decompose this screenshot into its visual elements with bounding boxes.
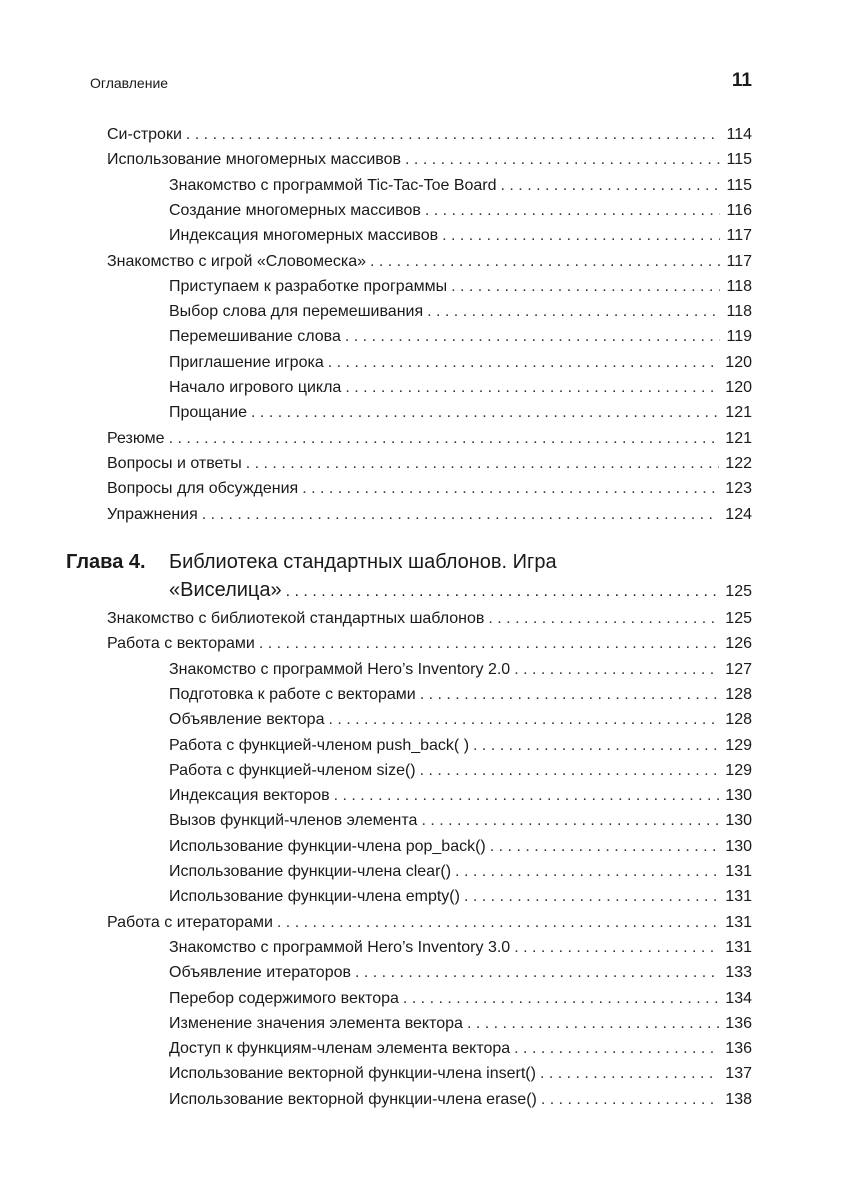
toc-entry-page: 116 xyxy=(726,201,752,219)
dot-leader xyxy=(169,427,720,451)
toc-entry[interactable] xyxy=(169,325,752,349)
toc-entry-page: 121 xyxy=(725,429,752,447)
toc-entry-page: 118 xyxy=(726,303,752,321)
dot-leader xyxy=(541,1088,719,1112)
toc-entry-title: Доступ к функциям-членам элемента вектора xyxy=(169,1040,511,1058)
dot-leader xyxy=(202,503,720,527)
toc-entry-title: Работа с векторами xyxy=(107,635,255,653)
toc-entry-title: Вопросы для обсуждения xyxy=(107,480,299,498)
toc-entry[interactable] xyxy=(169,401,752,425)
dot-leader xyxy=(420,683,720,707)
chapter-label: Глава 4. xyxy=(66,551,146,573)
toc-entry[interactable] xyxy=(107,452,752,476)
toc-entry-title: Использование функции-члена clear() xyxy=(169,863,452,880)
toc-entry[interactable] xyxy=(107,250,752,274)
toc-entry[interactable] xyxy=(107,632,752,656)
toc-entry[interactable] xyxy=(169,936,752,960)
toc-entry[interactable] xyxy=(169,658,752,682)
dot-leader xyxy=(420,759,720,783)
toc-entry-title: Вопросы и ответы xyxy=(107,454,242,472)
dot-leader xyxy=(488,607,719,631)
toc-entry-page: 125 xyxy=(725,610,752,627)
toc-entry-title: Упражнения xyxy=(107,505,198,523)
toc-entry-title: Знакомство с игрой «Словомеска» xyxy=(107,252,366,270)
toc-entry-page: 128 xyxy=(725,685,752,703)
toc-entry-title: Знакомство с программой Tic-Tac-Toe Board xyxy=(169,176,497,194)
toc-entry[interactable] xyxy=(169,1062,752,1086)
dot-leader xyxy=(455,860,719,884)
toc-entry[interactable] xyxy=(169,708,752,732)
toc-entry[interactable] xyxy=(169,351,752,375)
page-header xyxy=(90,70,752,96)
dot-leader xyxy=(490,835,720,859)
toc-entry-title: Работа с функцией-членом size() xyxy=(169,761,416,779)
toc-entry[interactable] xyxy=(169,835,752,859)
toc-entry[interactable] xyxy=(169,224,752,248)
dot-leader xyxy=(370,250,720,274)
chapter-page: 125 xyxy=(725,583,752,600)
toc-entry-page: 124 xyxy=(725,505,752,523)
toc-entry-page: 129 xyxy=(725,761,752,779)
toc-entry-page: 115 xyxy=(726,151,752,169)
toc-entry-title: Резюме xyxy=(107,429,165,447)
toc-entry-title: Подготовка к работе с векторами xyxy=(169,685,416,703)
page-number: 11 xyxy=(731,70,752,91)
toc-entry-title: Знакомство с библиотекой стандартных шаблонов xyxy=(107,610,485,627)
toc-entry[interactable] xyxy=(169,1088,752,1112)
toc-entry[interactable] xyxy=(169,683,752,707)
toc-entry-page: 115 xyxy=(726,176,752,194)
toc-entry-page: 138 xyxy=(725,1090,752,1108)
toc-entry-title: Создание многомерных массивов xyxy=(169,201,421,219)
dot-leader xyxy=(501,174,721,198)
dot-leader xyxy=(186,123,721,147)
toc-entry-page: 128 xyxy=(725,711,752,729)
dot-leader xyxy=(345,325,721,349)
toc-entry-page: 123 xyxy=(725,480,752,498)
toc-entry[interactable] xyxy=(169,199,752,223)
toc-entry-page: 130 xyxy=(725,837,752,855)
toc-entry-page: 131 xyxy=(725,938,752,956)
toc-entry[interactable] xyxy=(169,300,752,324)
toc-entry-title: Вызов функций-членов элемента xyxy=(169,812,418,830)
dot-leader xyxy=(514,1037,719,1061)
toc-entry-page: 120 xyxy=(725,353,752,371)
toc-entry[interactable] xyxy=(169,734,752,758)
dot-leader xyxy=(277,911,719,935)
running-head: Оглавление xyxy=(90,75,169,91)
toc-entry[interactable] xyxy=(107,427,752,451)
toc-entry-title: Выбор слова для перемешивания xyxy=(169,303,424,321)
toc-entry-title: Объявление вектора xyxy=(169,711,325,729)
toc-entry-page: 121 xyxy=(725,404,752,422)
dot-leader xyxy=(355,961,719,985)
toc-entry-title: Работа с функцией-членом push_back( ) xyxy=(169,736,470,754)
dot-leader xyxy=(442,224,720,248)
toc-entry-title: Индексация векторов xyxy=(169,787,330,805)
toc-entry[interactable] xyxy=(169,885,752,909)
toc-entry-page: 120 xyxy=(725,379,752,396)
dot-leader xyxy=(473,734,719,758)
toc-entry-page: 137 xyxy=(725,1065,752,1083)
toc-entry-title: Прощание xyxy=(169,404,248,422)
chapter-title-line2: «Виселица» xyxy=(169,579,282,601)
toc-entry-page: 119 xyxy=(726,328,752,346)
toc-entry[interactable] xyxy=(107,911,752,935)
dot-leader xyxy=(259,632,719,656)
dot-leader xyxy=(540,1062,719,1086)
toc-entry-title: Си-строки xyxy=(107,126,182,143)
toc-entry-page: 134 xyxy=(725,989,752,1007)
toc-entry-title: Использование многомерных массивов xyxy=(107,151,402,169)
toc-entry-page: 127 xyxy=(725,660,752,678)
toc-entry[interactable] xyxy=(169,860,752,884)
toc-entry-page: 131 xyxy=(725,863,752,880)
chapter-title-line1: Библиотека стандартных шаблонов. Игра xyxy=(169,551,557,573)
dot-leader xyxy=(464,885,719,909)
toc-entry-title: Использование векторной функции-члена erase() xyxy=(169,1090,537,1108)
toc-entry-title: Знакомство с программой Hero’s Inventory 3.0 xyxy=(169,938,511,956)
toc-entry-title: Объявление итераторов xyxy=(169,964,351,982)
toc-entry[interactable] xyxy=(107,148,752,172)
dot-leader xyxy=(405,148,720,172)
dot-leader xyxy=(345,376,719,400)
toc-entry[interactable] xyxy=(169,784,752,808)
toc-entry-page: 118 xyxy=(726,277,752,295)
toc-entry-page: 130 xyxy=(725,787,752,805)
toc-entry[interactable] xyxy=(107,123,752,147)
toc-entry[interactable] xyxy=(107,607,752,631)
toc-entry-title: Перебор содержимого вектора xyxy=(169,989,399,1007)
toc-entry-title: Работа с итераторами xyxy=(107,913,273,931)
chapter-title-line2-row xyxy=(169,579,752,602)
toc-entry-page: 131 xyxy=(725,913,752,931)
dot-leader xyxy=(334,784,720,808)
toc-entry[interactable] xyxy=(107,503,752,527)
toc-entry-page: 136 xyxy=(725,1014,752,1032)
toc-entry-title: Начало игрового цикла xyxy=(169,379,342,396)
dot-leader xyxy=(421,809,719,833)
toc-entry[interactable] xyxy=(169,275,752,299)
toc-entry-page: 131 xyxy=(725,888,752,906)
toc-entry-title: Перемешивание слова xyxy=(169,328,341,346)
toc-entry-title: Использование векторной функции-члена insert() xyxy=(169,1065,536,1083)
toc-entry[interactable] xyxy=(169,1012,752,1036)
dot-leader xyxy=(467,1012,719,1036)
dot-leader xyxy=(246,452,720,476)
toc-entry-title: Использование функции-члена pop_back() xyxy=(169,837,486,855)
toc-entry-page: 136 xyxy=(725,1040,752,1058)
toc-entry[interactable] xyxy=(169,987,752,1011)
dot-leader xyxy=(286,583,720,601)
dot-leader xyxy=(451,275,720,299)
toc-entry-title: Изменение значения элемента вектора xyxy=(169,1014,463,1032)
toc-entry[interactable] xyxy=(107,477,752,501)
toc-entry-page: 114 xyxy=(726,126,752,143)
toc-entry-page: 129 xyxy=(725,736,752,754)
dot-leader xyxy=(403,987,719,1011)
toc-entry-title: Индексация многомерных массивов xyxy=(169,227,439,245)
dot-leader xyxy=(251,401,719,425)
toc-entry-title: Использование функции-члена empty() xyxy=(169,888,460,906)
toc-entry-title: Приглашение игрока xyxy=(169,353,324,371)
toc-entry-title: Знакомство с программой Hero’s Inventory 2.0 xyxy=(169,660,511,678)
dot-leader xyxy=(302,477,719,501)
dot-leader xyxy=(328,351,720,375)
toc-entry-page: 126 xyxy=(725,635,752,653)
toc-entry[interactable] xyxy=(169,961,752,985)
toc-entry-page: 122 xyxy=(725,454,752,472)
toc-entry-page: 133 xyxy=(725,964,752,982)
toc-entry-page: 117 xyxy=(726,227,752,245)
dot-leader xyxy=(427,300,720,324)
toc-entry[interactable] xyxy=(169,759,752,783)
toc-entry-page: 130 xyxy=(725,812,752,830)
toc-entry[interactable] xyxy=(169,809,752,833)
toc-entry-page: 117 xyxy=(726,252,752,270)
toc-entry[interactable] xyxy=(169,1037,752,1061)
dot-leader xyxy=(514,658,719,682)
dot-leader xyxy=(425,199,721,223)
toc-entry[interactable] xyxy=(169,174,752,198)
toc-entry[interactable] xyxy=(169,376,752,400)
dot-leader xyxy=(514,936,719,960)
dot-leader xyxy=(328,708,719,732)
toc-entry-title: Приступаем к разработке программы xyxy=(169,277,448,295)
